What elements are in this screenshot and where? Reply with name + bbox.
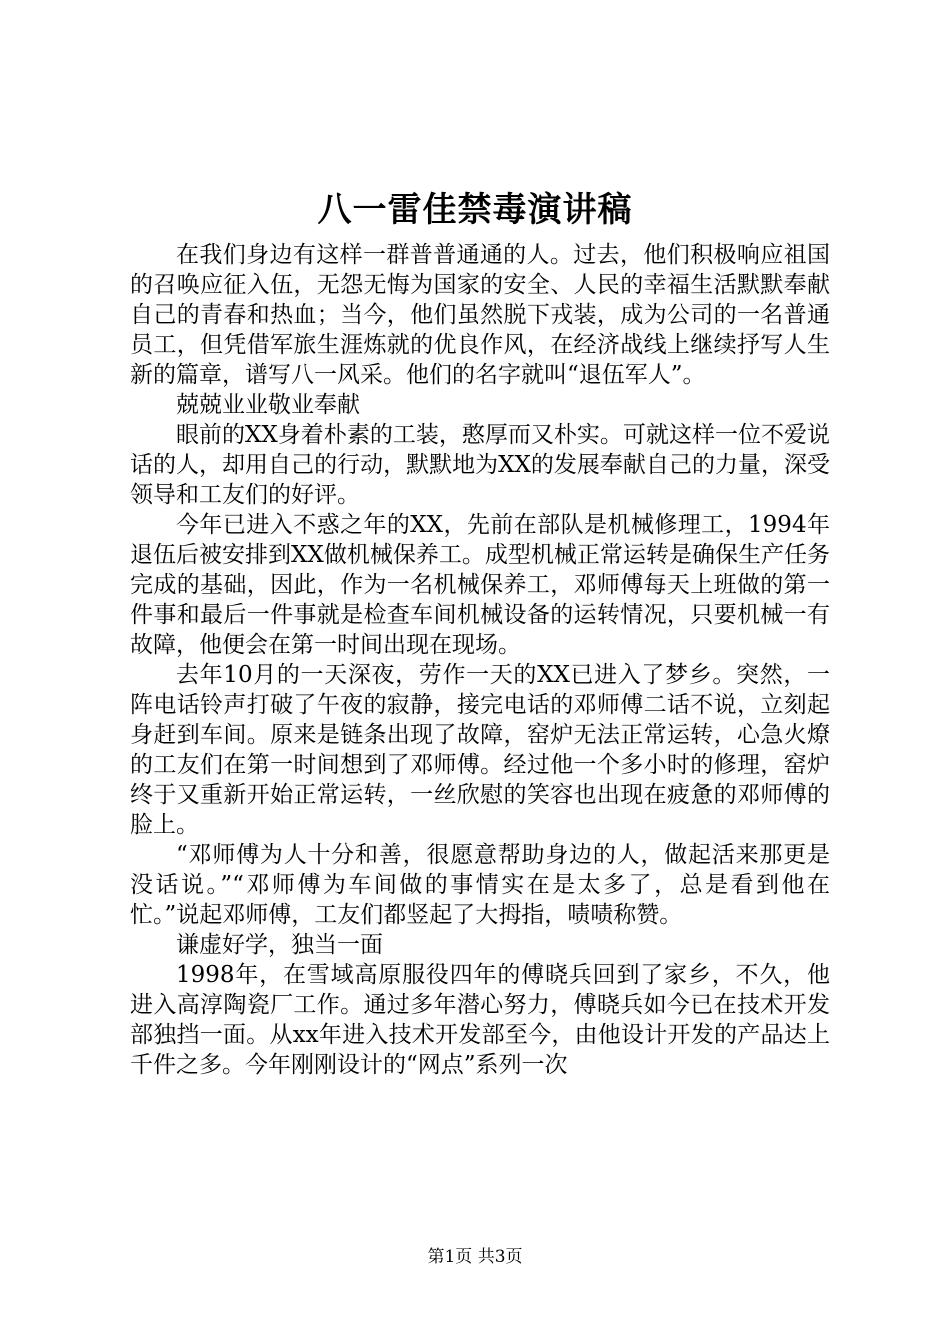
paragraph-tech-development: 1998年，在雪域高原服役四年的傅晓兵回到了家乡，不久，他进入高淳陶瓷厂工作。通过多年潜心努力，傅晓兵如今已在技术开发部独挡一面。从xx年进入技术开发部至今，由他设计开发的产品达上千件之多。今年刚刚设计的“网点”系列一次 <box>130 962 830 1078</box>
paragraph-worker-description: 眼前的XX身着朴素的工装，憨厚而又朴实。可就这样一位不爱说话的人，却用自己的行动，默默地为XX的发展奉献自己的力量，深受领导和工友们的好评。 <box>130 422 830 508</box>
section-heading-dedication: 兢兢业业敬业奉献 <box>176 392 360 418</box>
paragraph-intro: 在我们身边有这样一群普普通通的人。过去，他们积极响应祖国的召唤应征入伍，无怨无悔为国家的安全、人民的幸福生活默默奉献自己的青春和热血；当今，他们虽然脱下戎装，成为公司的一名普通员工，但凭借军旅生涯炼就的优良作风，在经济战线上继续抒写人生新的篇章，谱写八一风采。他们的名字就叫“退伍军人”。 <box>130 242 830 388</box>
paragraph-night-repair: 去年10月的一天深夜，劳作一天的XX已进入了梦乡。突然，一阵电话铃声打破了午夜的寂静，接完电话的邓师傅二话不说，立刻起身赶到车间。原来是链条出现了故障，窑炉无法正常运转，心急火燎的工友们在第一时间想到了邓师傅。经过他一个多小时的修理，窑炉终于又重新开始正常运转，一丝欣慰的笑容也出现在疲惫的邓师傅的脸上。 <box>130 662 830 838</box>
document-body <box>130 240 830 1080</box>
paragraph-machine-maintenance: 今年已进入不惑之年的XX，先前在部队是机械修理工，1994年退伍后被安排到XX做机械保养工。成型机械正常运转是确保生产任务完成的基础，因此，作为一名机械保养工，邓师傅每天上班做的第一件事和最后一件事就是检查车间机械设备的运转情况，只要机械一有故障，他便会在第一时间出现在现场。 <box>130 512 830 658</box>
paragraph-coworker-praise: “邓师傅为人十分和善，很愿意帮助身边的人，做起活来那更是没话说。”“邓师傅为车间做的事情实在是太多了，总是看到他在忙。”说起邓师傅，工友们都竖起了大拇指，啧啧称赞。 <box>130 842 830 928</box>
section-heading-modest-learning: 谦虚好学，独当一面 <box>176 932 383 958</box>
document-title: 八一雷佳禁毒演讲稿 <box>317 190 633 230</box>
page-number-footer: 第1页 共3页 <box>427 1247 523 1267</box>
